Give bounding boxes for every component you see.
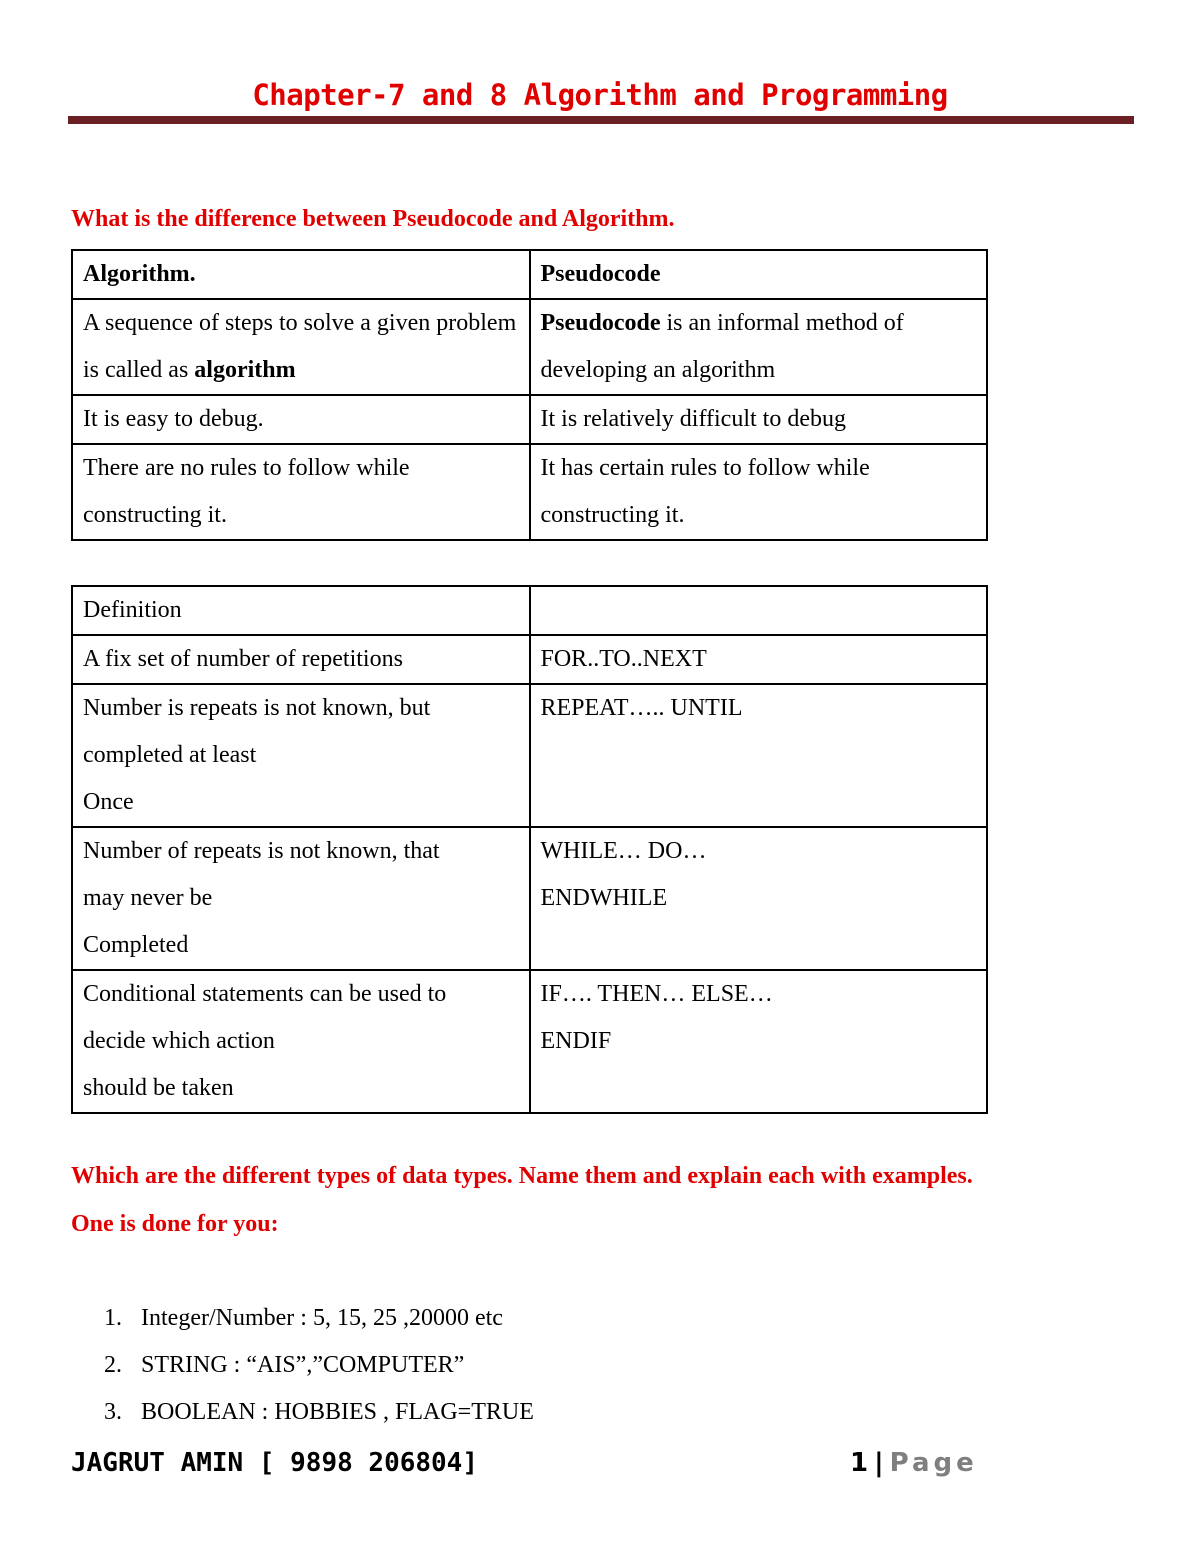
- cell-line: may never be: [83, 885, 213, 911]
- list-number: 3.: [104, 1399, 122, 1425]
- table-cell: [530, 684, 988, 827]
- cell-line: should be taken: [83, 1075, 234, 1101]
- table-cell: [530, 635, 988, 684]
- header-cell-definition: Definition: [72, 586, 530, 635]
- page-label: Page: [889, 1448, 978, 1478]
- question-data-types: Which are the different types of data types. Name them and explain each with examples. One is done for you:: [71, 1163, 973, 1237]
- cell-line: ENDIF: [540, 1028, 612, 1054]
- page-number: 1: [850, 1448, 869, 1478]
- table-row: [72, 250, 987, 299]
- footer-page-indicator: [850, 1448, 978, 1478]
- cell-line: WHILE… DO…: [540, 838, 707, 864]
- data-types-list: [104, 1295, 534, 1436]
- cell-text: is an informal method of developing an algorithm: [540, 310, 904, 383]
- cell-line: REPEAT….. UNTIL: [540, 695, 743, 721]
- table-cell: [530, 299, 988, 395]
- footer-author: JAGRUT AMIN [ 9898 206804]: [71, 1448, 478, 1478]
- list-item: [104, 1295, 534, 1342]
- cell-line: A fix set of number of repetitions: [83, 646, 403, 672]
- table-cell: [530, 827, 988, 970]
- list-text: STRING : “AIS”,”COMPUTER”: [141, 1352, 465, 1378]
- header-rule: [68, 116, 1134, 124]
- table-cell: It has certain rules to follow while constructing it.: [530, 444, 988, 540]
- table-row: [72, 444, 987, 540]
- list-text: BOOLEAN : HOBBIES , FLAG=TRUE: [141, 1399, 534, 1425]
- question-pseudocode-vs-algorithm: What is the difference between Pseudocode and Algorithm.: [71, 206, 675, 232]
- list-text: Integer/Number : 5, 15, 25 ,20000 etc: [141, 1305, 503, 1331]
- table-cell: [72, 635, 530, 684]
- cell-line: decide which action: [83, 1028, 275, 1054]
- header-cell-pseudocode: Pseudocode: [530, 250, 988, 299]
- cell-line: completed at least: [83, 742, 257, 768]
- cell-text: A sequence of steps to solve a given problem is called as: [83, 310, 517, 383]
- list-number: 1.: [104, 1305, 122, 1331]
- table-cell: There are no rules to follow while constructing it.: [72, 444, 530, 540]
- header-cell-algorithm: Algorithm.: [72, 250, 530, 299]
- table-cell: [72, 299, 530, 395]
- table-row: [72, 970, 987, 1113]
- table-row: [72, 395, 987, 444]
- table-row: [72, 635, 987, 684]
- cell-line: ENDWHILE: [540, 885, 668, 911]
- table-cell: [72, 684, 530, 827]
- table-cell: It is relatively difficult to debug: [530, 395, 988, 444]
- list-item: [104, 1342, 534, 1389]
- cell-line: Once: [83, 789, 134, 815]
- list-number: 2.: [104, 1352, 122, 1378]
- comparison-table: [71, 249, 988, 541]
- cell-line: Number is repeats is not known, but: [83, 695, 431, 721]
- page-header-title: Chapter-7 and 8 Algorithm and Programming: [252, 78, 948, 112]
- cell-bold-term: Pseudocode: [540, 310, 661, 336]
- table-cell: It is easy to debug.: [72, 395, 530, 444]
- cell-line: Conditional statements can be used to: [83, 981, 447, 1007]
- cell-bold-term: algorithm: [194, 357, 296, 383]
- table-row: [72, 684, 987, 827]
- table-row: [72, 586, 987, 635]
- cell-line: Completed: [83, 932, 189, 958]
- table-cell: [530, 970, 988, 1113]
- cell-line: IF…. THEN… ELSE…: [540, 981, 773, 1007]
- table-cell: [72, 970, 530, 1113]
- table-row: [72, 299, 987, 395]
- table-cell: [72, 827, 530, 970]
- list-item: [104, 1389, 534, 1436]
- cell-line: Number of repeats is not known, that: [83, 838, 440, 864]
- table-row: [72, 827, 987, 970]
- page-separator: |: [874, 1448, 884, 1478]
- header-cell-empty: [530, 586, 988, 635]
- cell-line: FOR..TO..NEXT: [540, 646, 707, 672]
- loop-constructs-table: [71, 585, 988, 1114]
